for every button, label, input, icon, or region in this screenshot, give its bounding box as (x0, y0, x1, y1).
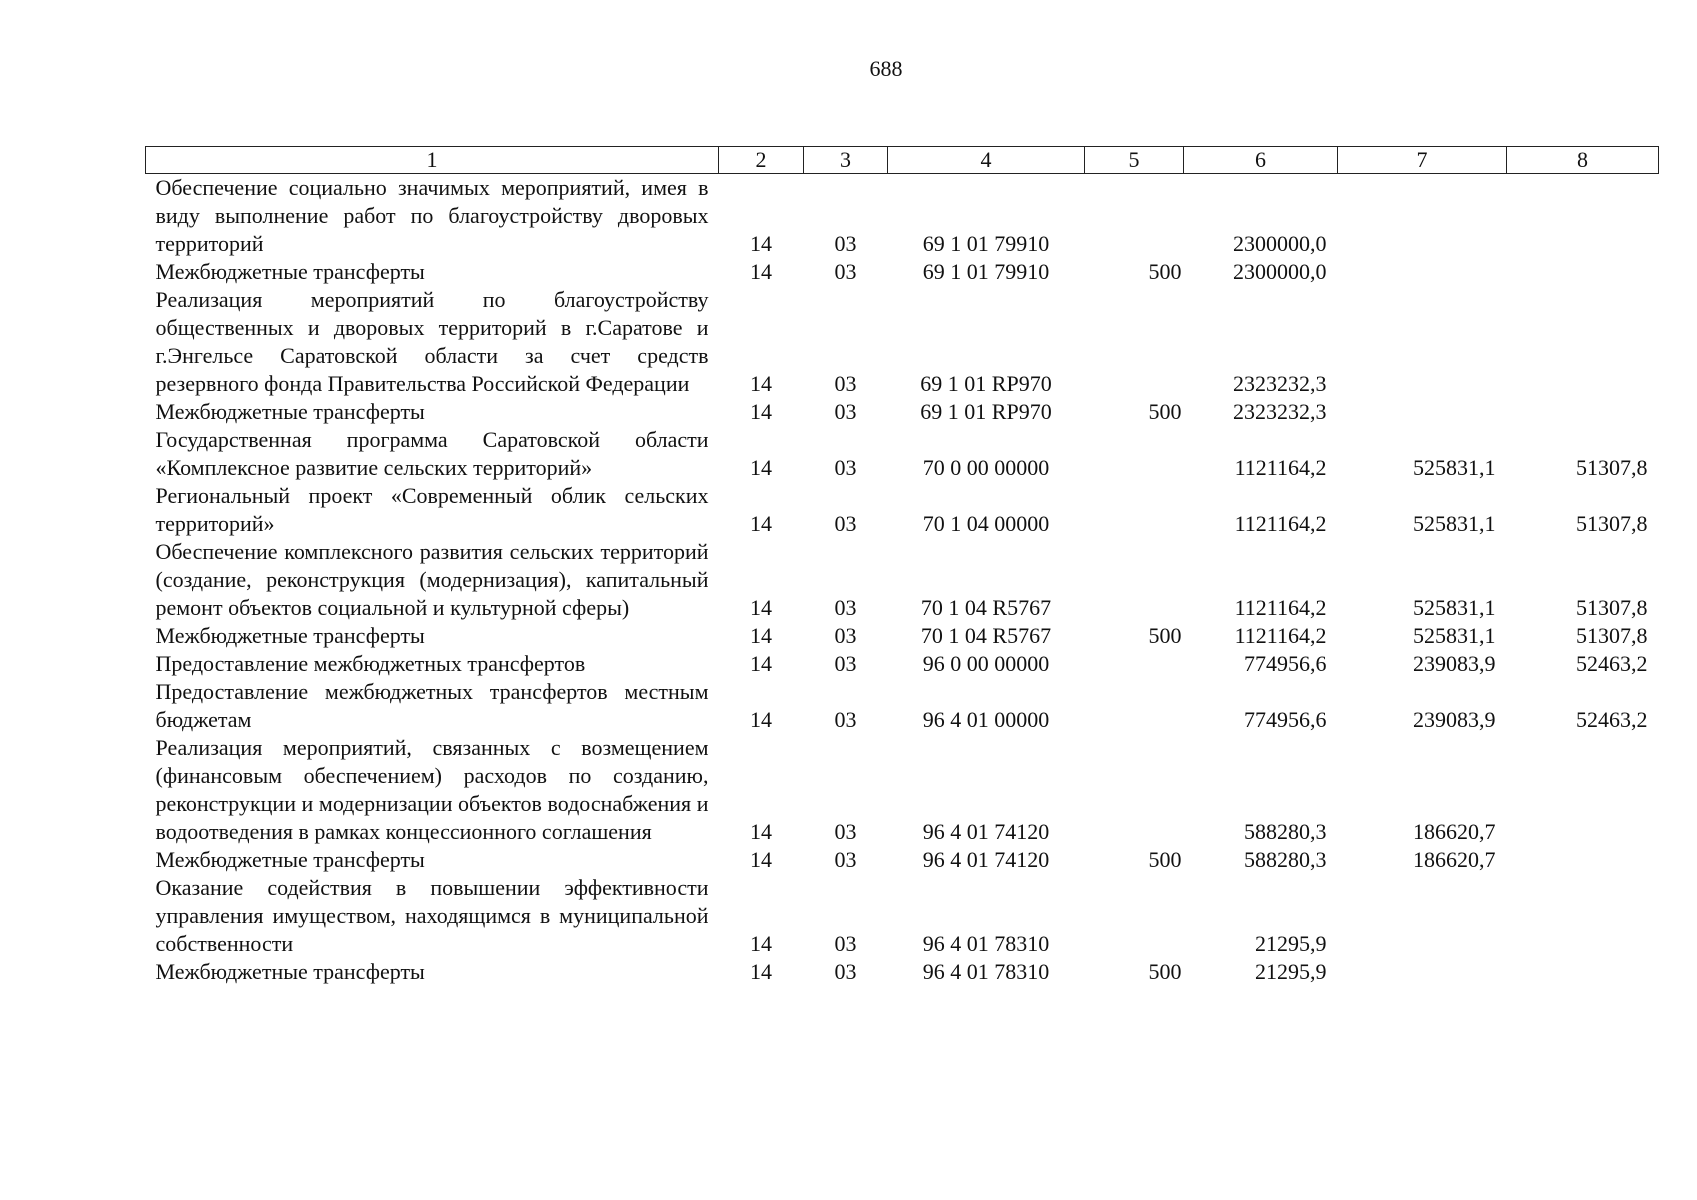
amount-col-7: 525831,1 (1413, 455, 1496, 480)
expense-type-code (1085, 482, 1184, 538)
section-code: 14 (750, 231, 772, 256)
row-description-cell (146, 846, 719, 874)
expense-type-code (1085, 426, 1184, 482)
subsection-code: 03 (834, 259, 857, 284)
amount-col-8: 52463,2 (1576, 707, 1648, 732)
table-row (146, 398, 1659, 426)
header-cell-6: 6 (1184, 147, 1338, 174)
amount-col-7: 239083,9 (1413, 651, 1496, 676)
table-row (146, 426, 1659, 482)
target-article-code: 96 4 01 00000 (922, 707, 1050, 732)
amount-col-6: 774956,6 (1244, 651, 1327, 676)
amount-col-6: 1121164,2 (1234, 455, 1327, 480)
expense-type-code: 500 (1148, 623, 1182, 648)
amount-col-6: 21295,9 (1255, 959, 1327, 984)
amount-col-7 (1338, 958, 1507, 986)
row-description: Предоставление межбюджетных трансфертов местным бюджетам (155, 679, 709, 732)
row-description: Предоставление межбюджетных трансфертов (155, 651, 586, 676)
amount-col-7: 186620,7 (1413, 847, 1496, 872)
amount-col-6: 2300000,0 (1233, 231, 1327, 256)
section-code: 14 (750, 819, 772, 844)
amount-col-8: 51307,8 (1576, 595, 1648, 620)
row-description: Обеспечение социально значимых мероприятий, имея в виду выполнение работ по благоустройству дворовых территорий (155, 175, 709, 256)
row-description-cell (146, 874, 719, 958)
row-description-cell (146, 258, 719, 286)
amount-col-7: 186620,7 (1413, 819, 1496, 844)
header-cell-2: 2 (719, 147, 804, 174)
row-description: Оказание содействия в повышении эффективности управления имуществом, находящимся в муниципальной собственности (155, 875, 709, 956)
row-description: Региональный проект «Современный облик сельских территорий» (155, 483, 709, 536)
table-row (146, 538, 1659, 622)
amount-col-7 (1338, 286, 1507, 398)
target-article-code: 70 1 04 R5767 (920, 595, 1052, 620)
table-row (146, 258, 1659, 286)
amount-col-6: 2300000,0 (1233, 259, 1327, 284)
subsection-code: 03 (834, 399, 857, 424)
amount-col-8 (1507, 734, 1659, 846)
table-row (146, 734, 1659, 846)
table-row (146, 874, 1659, 958)
row-description-cell (146, 538, 719, 622)
amount-col-7 (1338, 174, 1507, 259)
expense-type-code (1085, 538, 1184, 622)
row-description-cell (146, 958, 719, 986)
row-description-cell (146, 622, 719, 650)
header-cell-7: 7 (1338, 147, 1507, 174)
subsection-code: 03 (834, 707, 857, 732)
subsection-code: 03 (834, 931, 857, 956)
section-code: 14 (750, 623, 772, 648)
row-description-cell (146, 678, 719, 734)
header-cell-5: 5 (1085, 147, 1184, 174)
amount-col-7 (1338, 398, 1507, 426)
row-description-cell (146, 482, 719, 538)
section-code: 14 (750, 959, 772, 984)
row-description-cell (146, 734, 719, 846)
expense-type-code (1085, 174, 1184, 259)
amount-col-7 (1338, 874, 1507, 958)
amount-col-6: 588280,3 (1244, 847, 1327, 872)
header-cell-4: 4 (888, 147, 1085, 174)
amount-col-6: 1121164,2 (1234, 595, 1327, 620)
target-article-code: 70 1 04 00000 (922, 511, 1050, 536)
row-description: Государственная программа Саратовской области «Комплексное развитие сельских территорий» (155, 427, 709, 480)
amount-col-6: 21295,9 (1255, 931, 1327, 956)
amount-col-6: 1121164,2 (1234, 511, 1327, 536)
amount-col-6: 2323232,3 (1233, 399, 1327, 424)
expense-type-code: 500 (1148, 847, 1182, 872)
row-description-cell (146, 650, 719, 678)
amount-col-8 (1507, 846, 1659, 874)
section-code: 14 (750, 511, 772, 536)
amount-col-7: 239083,9 (1413, 707, 1496, 732)
subsection-code: 03 (834, 231, 857, 256)
subsection-code: 03 (834, 511, 857, 536)
expense-type-code (1085, 678, 1184, 734)
section-code: 14 (750, 399, 772, 424)
subsection-code: 03 (834, 455, 857, 480)
row-description: Межбюджетные трансферты (155, 623, 425, 648)
amount-col-8 (1507, 874, 1659, 958)
table-row (146, 846, 1659, 874)
budget-table (145, 146, 1659, 986)
target-article-code: 96 0 00 00000 (922, 651, 1050, 676)
expense-type-code (1085, 286, 1184, 398)
subsection-code: 03 (834, 371, 857, 396)
amount-col-8: 51307,8 (1576, 511, 1648, 536)
amount-col-7 (1338, 258, 1507, 286)
amount-col-6: 1121164,2 (1234, 623, 1327, 648)
section-code: 14 (750, 259, 772, 284)
row-description: Реализация мероприятий, связанных с возмещением (финансовым обеспечением) расходов по созданию, реконструкции и модернизации объектов водоснабжения и водоотведения в рамках концессионного соглашения (155, 735, 709, 844)
page-number: 688 (869, 56, 903, 81)
section-code: 14 (750, 931, 772, 956)
expense-type-code (1085, 734, 1184, 846)
section-code: 14 (750, 707, 772, 732)
row-description: Межбюджетные трансферты (155, 847, 425, 872)
header-cell-1: 1 (146, 147, 719, 174)
target-article-code: 69 1 01 79910 (922, 259, 1050, 284)
header-cell-3: 3 (804, 147, 888, 174)
target-article-code: 96 4 01 78310 (922, 959, 1050, 984)
table-row (146, 650, 1659, 678)
table-row (146, 482, 1659, 538)
section-code: 14 (750, 595, 772, 620)
expense-type-code: 500 (1148, 959, 1182, 984)
table-row (146, 174, 1659, 259)
amount-col-8 (1507, 174, 1659, 259)
target-article-code: 70 1 04 R5767 (920, 623, 1052, 648)
row-description: Реализация мероприятий по благоустройству общественных и дворовых территорий в г.Саратове и г.Энгельсе Саратовской области за счет средств резервного фонда Правительства Российской Федерации (155, 287, 709, 396)
table-row (146, 622, 1659, 650)
row-description: Межбюджетные трансферты (155, 259, 425, 284)
expense-type-code (1085, 650, 1184, 678)
header-row (146, 147, 1659, 174)
amount-col-8: 52463,2 (1576, 651, 1648, 676)
target-article-code: 69 1 01 79910 (922, 231, 1050, 256)
amount-col-8 (1507, 398, 1659, 426)
expense-type-code (1085, 874, 1184, 958)
subsection-code: 03 (834, 847, 857, 872)
header-cell-8: 8 (1507, 147, 1659, 174)
subsection-code: 03 (834, 651, 857, 676)
amount-col-8: 51307,8 (1576, 623, 1648, 648)
amount-col-8: 51307,8 (1576, 455, 1648, 480)
table-row (146, 286, 1659, 398)
amount-col-8 (1507, 258, 1659, 286)
row-description: Обеспечение комплексного развития сельских территорий (создание, реконструкция (модернизация), капитальный ремонт объектов социальной и культурной сферы) (155, 539, 709, 620)
section-code: 14 (750, 371, 772, 396)
amount-col-7: 525831,1 (1413, 623, 1496, 648)
amount-col-6: 774956,6 (1244, 707, 1327, 732)
amount-col-7: 525831,1 (1413, 511, 1496, 536)
section-code: 14 (750, 455, 772, 480)
target-article-code: 96 4 01 74120 (922, 819, 1050, 844)
table-row (146, 958, 1659, 986)
target-article-code: 96 4 01 74120 (922, 847, 1050, 872)
amount-col-7: 525831,1 (1413, 595, 1496, 620)
row-description-cell (146, 426, 719, 482)
section-code: 14 (750, 651, 772, 676)
row-description: Межбюджетные трансферты (155, 959, 425, 984)
expense-type-code: 500 (1148, 259, 1182, 284)
row-description-cell (146, 286, 719, 398)
table-row (146, 678, 1659, 734)
target-article-code: 69 1 01 RP970 (920, 371, 1052, 396)
row-description-cell (146, 174, 719, 259)
amount-col-6: 588280,3 (1244, 819, 1327, 844)
target-article-code: 69 1 01 RP970 (920, 399, 1052, 424)
target-article-code: 96 4 01 78310 (922, 931, 1050, 956)
row-description: Межбюджетные трансферты (155, 399, 425, 424)
expense-type-code: 500 (1148, 399, 1182, 424)
row-description-cell (146, 398, 719, 426)
subsection-code: 03 (834, 623, 857, 648)
amount-col-8 (1507, 958, 1659, 986)
subsection-code: 03 (834, 959, 857, 984)
target-article-code: 70 0 00 00000 (922, 455, 1050, 480)
subsection-code: 03 (834, 819, 857, 844)
section-code: 14 (750, 847, 772, 872)
amount-col-6: 2323232,3 (1233, 371, 1327, 396)
amount-col-8 (1507, 286, 1659, 398)
subsection-code: 03 (834, 595, 857, 620)
